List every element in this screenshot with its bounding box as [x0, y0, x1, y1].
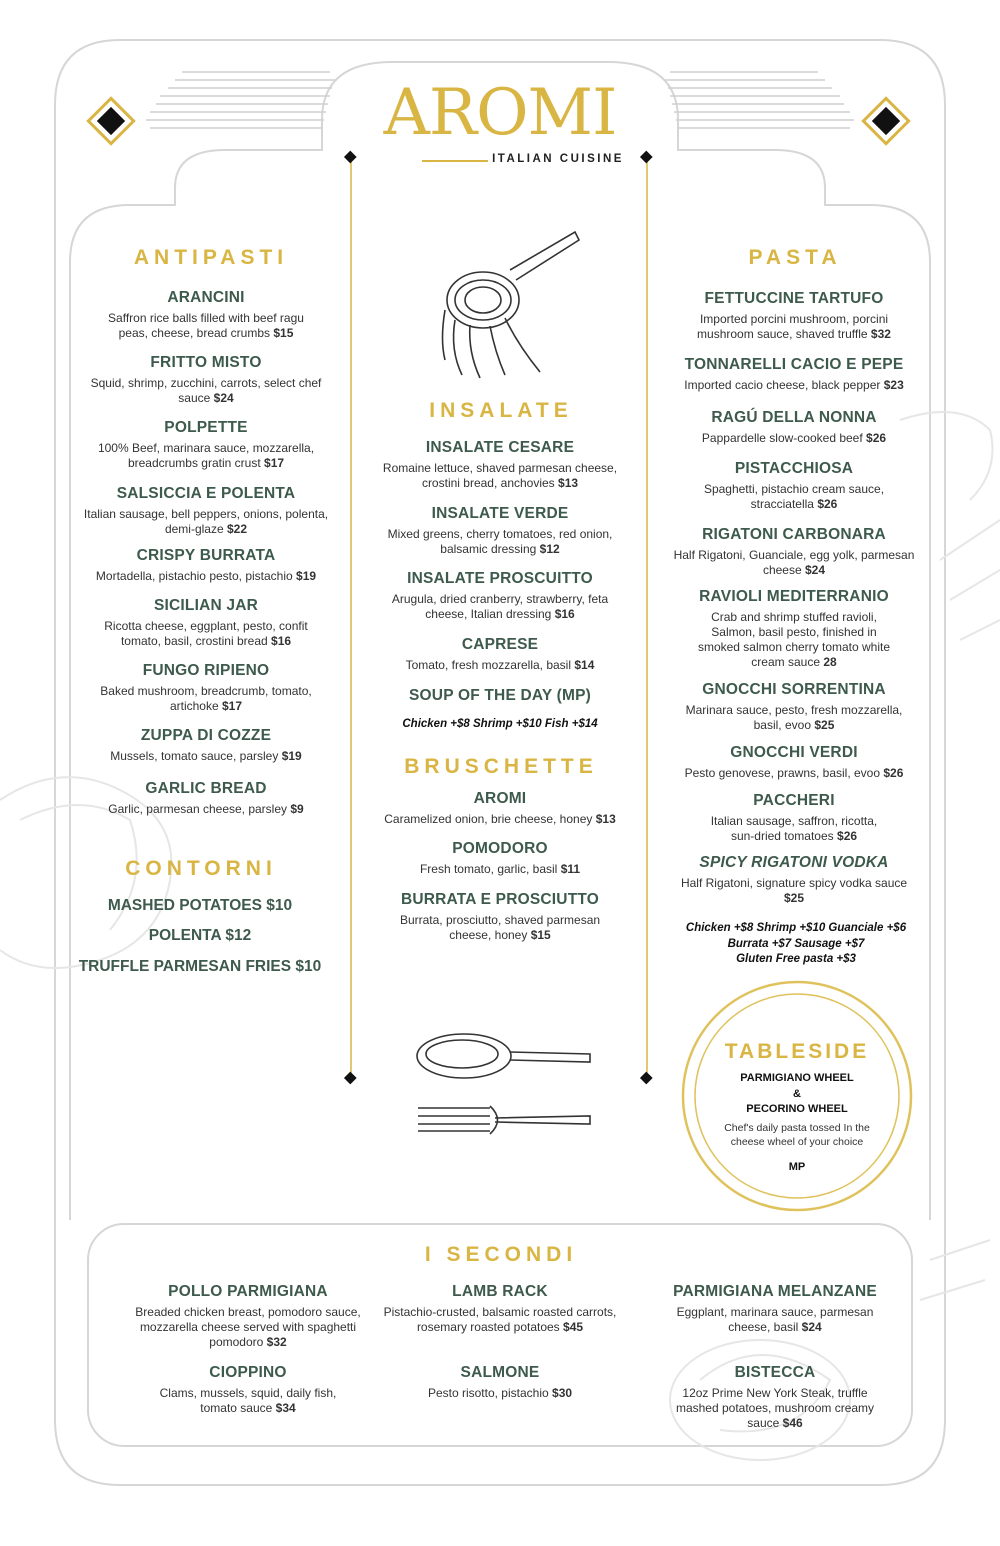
item-desc: Pesto genovese, prawns, basil, evoo $26 — [684, 766, 904, 780]
contorni-title: CONTORNI — [125, 857, 277, 880]
item-name: RAGÚ DELLA NONNA — [711, 409, 877, 426]
menu-item — [76, 419, 336, 471]
item-name: SPICY RIGATONI VODKA — [699, 854, 889, 871]
item-name: ARANCINI — [167, 289, 245, 306]
item-name: RAVIOLI MEDITERRANIO — [699, 588, 889, 605]
item-name: INSALATE CESARE — [425, 439, 575, 456]
item-name: GNOCCHI SORRENTINA — [702, 681, 886, 698]
item-desc: Pesto risotto, pistachio $30 — [427, 1386, 573, 1400]
item-desc: Saffron rice balls filled with beef ragu peas, cheese, bread crumbs $15 — [108, 311, 304, 340]
menu-item — [76, 662, 336, 714]
menu-item — [664, 526, 924, 578]
item-price: $19 — [281, 749, 302, 763]
menu-item — [664, 744, 924, 781]
menu-item — [660, 1364, 890, 1431]
item-price: $16 — [271, 634, 292, 648]
menu-item — [660, 1283, 890, 1335]
fork-pasta-illustration — [443, 232, 580, 378]
item-name: BURRATA E PROSCIUTTO — [400, 891, 600, 908]
item-price: $45 — [563, 1320, 584, 1334]
item-price: $25 — [783, 891, 805, 905]
item-price: $22 — [227, 522, 248, 536]
bruschette-title: BRUSCHETTE — [404, 755, 598, 778]
item-name: PARMIGIANA MELANZANE — [673, 1283, 877, 1300]
item-price: $32 — [870, 327, 891, 341]
item-desc: Squid, shrimp, zucchini, carrots, select chef sauce $24 — [90, 376, 322, 405]
item-desc: Caramelized onion, brie cheese, honey $13 — [384, 812, 616, 826]
item-desc: Mixed greens, cherry tomatoes, red onion, balsamic dressing $12 — [387, 527, 613, 556]
item-name: CRISPY BURRATA — [136, 547, 276, 564]
item-desc: Breaded chicken breast, pomodoro sauce, mozzarella cheese served with spaghetti pomodoro $32 — [135, 1305, 361, 1349]
item-desc: Tomato, fresh mozzarella, basil $14 — [405, 658, 595, 672]
tableside-desc: Chef's daily pasta tossed In the cheese wheel of your choice — [724, 1122, 870, 1148]
menu-item — [664, 460, 924, 512]
menu-item — [372, 505, 628, 557]
item-price: $12 — [539, 542, 560, 556]
pasta-addons — [664, 921, 928, 968]
item-price: $24 — [213, 391, 234, 405]
menu-item — [70, 485, 342, 537]
item-name: PISTACCHIOSA — [734, 460, 854, 477]
menu-item — [372, 636, 628, 673]
item-desc: Half Rigatoni, Guanciale, egg yolk, parmesan cheese $24 — [673, 548, 915, 577]
item-name: GNOCCHI VERDI — [730, 744, 858, 761]
item-name: FUNGO RIPIENO — [142, 662, 270, 679]
item-desc: Arugula, dried cranberry, strawberry, feta cheese, Italian dressing $16 — [391, 592, 609, 621]
item-desc: Garlic, parmesan cheese, parsley $9 — [108, 802, 304, 816]
item-price: $15 — [530, 928, 551, 942]
item-name: RIGATONI CARBONARA — [702, 526, 886, 543]
item-desc: Eggplant, marinara sauce, parmesan cheese, basil $24 — [676, 1305, 874, 1334]
item-desc: 12oz Prime New York Steak, truffle mashed potatoes, mushroom creamy sauce $46 — [675, 1386, 875, 1430]
tableside-price: MP — [788, 1161, 806, 1173]
item-desc: Mussels, tomato sauce, parsley $19 — [110, 749, 302, 763]
diamond-ornament-left — [88, 98, 133, 143]
side-item: MASHED POTATOES $10 — [107, 897, 293, 914]
menu-item — [372, 570, 628, 622]
item-desc: Baked mushroom, breadcrumb, tomato, artichoke $17 — [100, 684, 312, 713]
item-price: $13 — [595, 812, 616, 826]
item-desc: 100% Beef, marinara sauce, mozzarella, breadcrumbs gratin crust $17 — [97, 441, 315, 470]
item-name: POMODORO — [452, 840, 548, 857]
item-price: $32 — [266, 1335, 287, 1349]
tableside-line: & — [793, 1087, 801, 1100]
item-name: FETTUCCINE TARTUFO — [704, 290, 884, 307]
tableside-line: PARMIGIANO WHEEL — [740, 1072, 854, 1084]
tagline-rule — [422, 160, 488, 162]
item-desc: Imported cacio cheese, black pepper $23 — [684, 378, 904, 392]
item-desc: Marinara sauce, pesto, fresh mozzarella, basil, evoo $25 — [685, 703, 903, 732]
tableside-title: TABLESIDE — [724, 1040, 870, 1063]
item-price: $26 — [883, 766, 904, 780]
menu-item — [76, 289, 336, 341]
menu-item — [372, 439, 628, 491]
item-price: $9 — [290, 802, 304, 816]
item-price: $26 — [866, 431, 887, 445]
item-name: FRITTO MISTO — [150, 354, 262, 371]
item-desc: Romaine lettuce, shaved parmesan cheese, crostini bread, anchovies $13 — [382, 461, 618, 490]
insalate-addons: Chicken +$8 Shrimp +$10 Fish +$14 — [402, 718, 598, 730]
item-name: INSALATE VERDE — [431, 505, 569, 522]
menu-item — [70, 547, 342, 584]
item-name: POLPETTE — [164, 419, 248, 436]
menu-item — [76, 727, 336, 764]
pasta-title: PASTA — [748, 246, 842, 269]
item-desc: Pappardelle slow-cooked beef $26 — [701, 431, 887, 445]
menu-item — [76, 354, 336, 406]
item-desc: Imported porcini mushroom, porcini mushroom sauce, shaved truffle $32 — [697, 312, 891, 341]
menu-item — [664, 588, 924, 670]
item-name: ZUPPA DI COZZE — [140, 727, 272, 744]
item-desc: Italian sausage, bell peppers, onions, polenta, demi-glaze $22 — [83, 507, 329, 536]
brand-name: AROMI — [383, 76, 617, 150]
item-price: $19 — [296, 569, 317, 583]
item-price: $11 — [560, 862, 581, 876]
tableside-line: PECORINO WHEEL — [746, 1103, 848, 1115]
item-price: $34 — [275, 1401, 296, 1415]
menu-item — [128, 1283, 368, 1350]
addon-line: Burrata +$7 Sausage +$7 — [727, 937, 865, 950]
spoon-fork-illustration — [417, 1034, 590, 1134]
item-price: $13 — [558, 476, 579, 490]
menu-item — [372, 1283, 628, 1335]
item-name: SALSICCIA E POLENTA — [116, 485, 296, 502]
menu-item — [664, 681, 924, 733]
item-desc: Crab and shrimp stuffed ravioli, Salmon, basil pesto, finished in smoked salmon cherry tomato white cream sauce 28 — [697, 610, 891, 669]
insalate-title: INSALATE — [429, 399, 573, 422]
item-name: POLLO PARMIGIANA — [168, 1283, 328, 1300]
secondi-title: I SECONDI — [424, 1243, 578, 1266]
menu-item — [664, 792, 924, 844]
item-price: $30 — [552, 1386, 573, 1400]
item-name: SOUP OF THE DAY (MP) — [409, 687, 591, 704]
item-desc: Fresh tomato, garlic, basil $11 — [419, 862, 581, 876]
item-desc: Clams, mussels, squid, daily fish, tomato sauce $34 — [159, 1386, 337, 1415]
menu-item — [664, 290, 924, 342]
brand-tagline: ITALIAN CUISINE — [492, 153, 624, 165]
item-price: $17 — [264, 456, 285, 470]
menu-item — [372, 891, 628, 943]
item-name: CIOPPINO — [209, 1364, 287, 1381]
antipasti-title: ANTIPASTI — [133, 246, 289, 269]
brand-logo — [370, 76, 630, 166]
item-name: SALMONE — [460, 1364, 540, 1381]
addon-line: Chicken +$8 Shrimp +$10 Guanciale +$6 — [685, 922, 907, 934]
item-price: $24 — [801, 1320, 822, 1334]
item-price: $24 — [805, 563, 826, 577]
menu-item — [372, 840, 628, 877]
menu-item — [372, 790, 628, 827]
menu-item — [372, 687, 628, 709]
item-name: BISTECCA — [734, 1364, 816, 1381]
item-price: $26 — [837, 829, 858, 843]
item-price: $23 — [883, 378, 904, 392]
item-price: $15 — [273, 326, 294, 340]
tableside-options — [717, 1071, 877, 1118]
diamond-ornament-right — [863, 98, 908, 143]
item-name: INSALATE PROSCUITTO — [407, 570, 593, 587]
menu-item — [664, 356, 924, 393]
item-name: LAMB RACK — [452, 1283, 548, 1300]
item-desc: Burrata, prosciutto, shaved parmesan cheese, honey $15 — [399, 913, 601, 942]
item-price: $14 — [574, 658, 595, 672]
item-price: $46 — [782, 1416, 803, 1430]
item-price: $16 — [554, 607, 575, 621]
item-name: TONNARELLI CACIO E PEPE — [684, 356, 904, 373]
item-price: $26 — [817, 497, 838, 511]
item-desc: Ricotta cheese, eggplant, pesto, confit tomato, basil, crostini bread $16 — [104, 619, 308, 648]
item-desc: Spaghetti, pistachio cream sauce, stracciatella $26 — [703, 482, 885, 511]
menu-item — [76, 597, 336, 649]
addon-line: Gluten Free pasta +$3 — [736, 953, 856, 965]
item-name: PACCHERI — [753, 792, 835, 809]
item-desc: Mortadella, pistachio pesto, pistachio $19 — [95, 569, 317, 583]
item-price: $25 — [814, 718, 835, 732]
item-desc: Pistachio-crusted, balsamic roasted carrots, rosemary roasted potatoes $45 — [383, 1305, 617, 1334]
side-item: POLENTA $12 — [148, 927, 252, 944]
item-desc: Half Rigatoni, signature spicy vodka sauce $25 — [680, 876, 908, 905]
side-item: TRUFFLE PARMESAN FRIES $10 — [78, 958, 322, 975]
item-name: AROMI — [473, 790, 527, 807]
item-name: SICILIAN JAR — [153, 597, 259, 614]
menu-item — [664, 854, 924, 906]
item-name: CAPRESE — [461, 636, 539, 653]
menu-item — [128, 1364, 368, 1416]
menu-item — [372, 1364, 628, 1401]
menu-item — [664, 409, 924, 446]
menu-item — [76, 780, 336, 817]
item-price: 28 — [823, 655, 837, 669]
item-price: $17 — [222, 699, 243, 713]
item-desc: Italian sausage, saffron, ricotta, sun-dried tomatoes $26 — [710, 814, 878, 843]
item-name: GARLIC BREAD — [145, 780, 267, 797]
